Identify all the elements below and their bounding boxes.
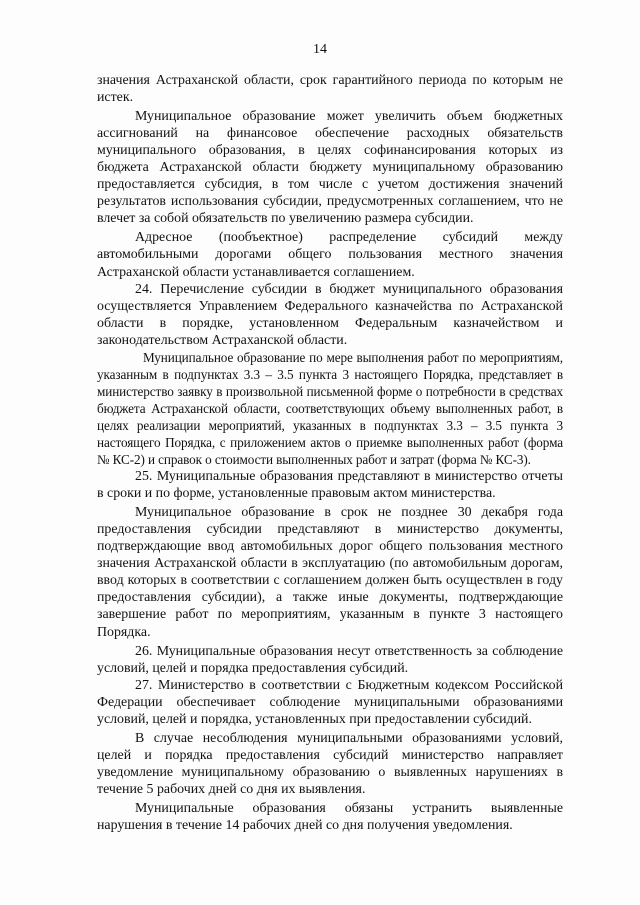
paragraph-item-25: 25. Муниципальные образования представляют в министерство отчеты в сроки и по форме, установленные правовым актом министерства. bbox=[97, 469, 563, 502]
paragraph-continuation: значения Астраханской области, срок гарантийного периода по которым не истек. bbox=[97, 73, 563, 106]
paragraph-application: Муниципальное образование по мере выполнения работ по мероприятиям, указанным в подпунктах 3.3 – 3.5 пункта 3 настоящего Порядка, представляет в министерство заявку в произвольной письменной форме о потребности в средствах бюджета Астраханской области, соответствующих объему выполненных работ, в целях реализации мероприятий, указанных в подпунктах 3.3 – 3.5 пункта 3 настоящего Порядка, с приложением актов о приемке выполненных работ (форма № КС-2) и справок о стоимости выполненных работ и затрат (форма № КС-3). bbox=[97, 349, 563, 468]
paragraph-violation-notice: В случае несоблюдения муниципальными образованиями условий, целей и порядка предоставления субсидий министерство направляет уведомление муниципальному образованию о выявленных нарушениях в течение 5 рабочих дней со дня их выявления. bbox=[97, 730, 563, 797]
paragraph-budget-increase: Муниципальное образование может увеличить объем бюджетных ассигнований на финансовое обеспечение расходных обязательств муниципального образования, в целях софинансирования которых из бюджета Астраханской области бюджету муниципальному образованию предоставляется субсидия, в том числе с учетом достижения значений результатов использования субсидии, предусмотренных соглашением, что не влечет за собой обязательств по увеличению размера субсидии. bbox=[97, 109, 563, 227]
paragraph-item-26: 26. Муниципальные образования несут ответственность за соблюдение условий, целей и порядка предоставления субсидий. bbox=[97, 643, 563, 676]
paragraph-address-distribution: Адресное (пообъектное) распределение субсидий между автомобильными дорогами общего пользования местного значения Астраханской области устанавливается соглашением. bbox=[97, 230, 563, 280]
paragraph-commissioning-documents: Муниципальное образование в срок не позднее 30 декабря года предоставления субсидии представляют в министерство документы, подтверждающие ввод автомобильных дорог общего пользования местного значения Астраханской области в эксплуатацию (по автомобильным дорогам, ввод которых в соответствии с соглашением должен быть осуществлен в году предоставления субсидии), а также иные документы, подтверждающие завершение работ по мероприятиям, указанным в пункте 3 настоящего Порядка. bbox=[97, 505, 563, 640]
paragraph-elimination-deadline: Муниципальные образования обязаны устранить выявленные нарушения в течение 14 рабочих дней со дня получения уведомления. bbox=[97, 800, 563, 834]
document-body bbox=[97, 72, 563, 834]
paragraph-item-27: 27. Министерство в соответствии с Бюджетным кодексом Российской Федерации обеспечивает соблюдение муниципальными образованиями условий, целей и порядка, установленных при предоставлении субсидий. bbox=[97, 677, 563, 727]
page-number: 14 bbox=[313, 42, 327, 57]
paragraph-item-24: 24. Перечисление субсидии в бюджет муниципального образования осуществляется Управлением Федерального казначейства по Астраханской области в порядке, установленном Федеральным казначейством и законодательством Астраханской области. bbox=[97, 281, 563, 348]
